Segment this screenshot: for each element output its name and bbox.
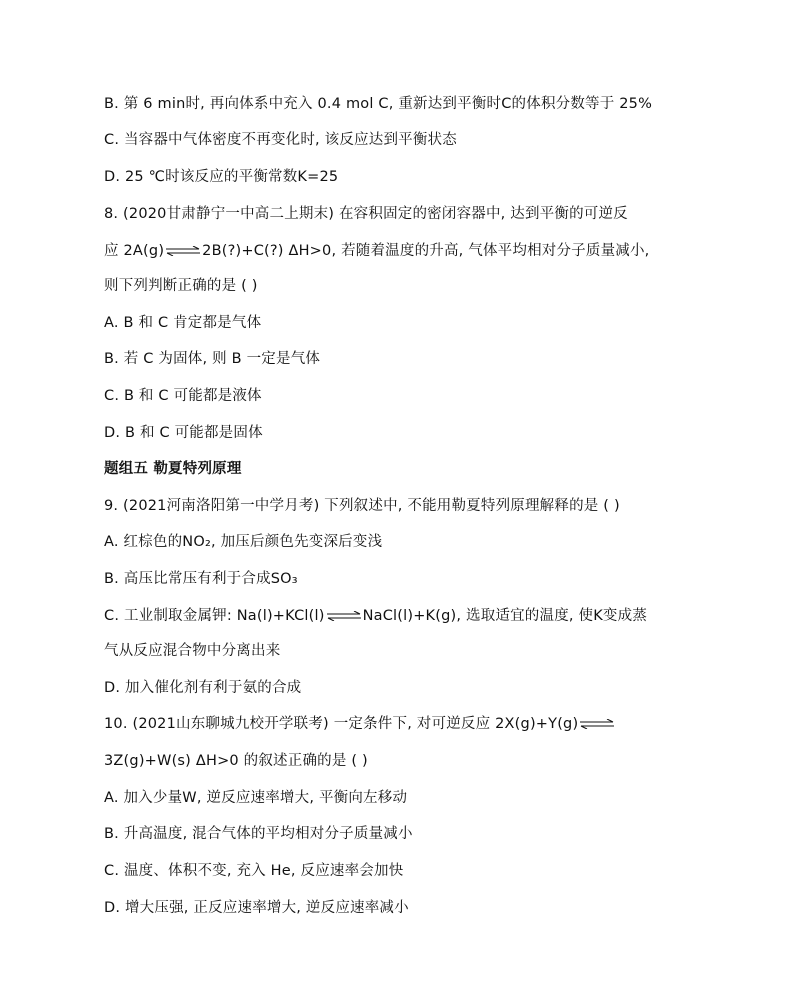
section-heading: 题组五 勒夏特列原理 xyxy=(104,461,242,477)
q8-option-d: D. B 和 C 可能都是固体 xyxy=(104,425,263,441)
q9-option-b: B. 高压比常压有利于合成SO₃ xyxy=(104,571,298,587)
equilibrium-arrow-icon xyxy=(579,719,615,729)
q8-option-a: A. B 和 C 肯定都是气体 xyxy=(104,315,262,331)
q9-option-c-line-1 xyxy=(104,606,704,626)
q9-option-d: D. 加入催化剂有利于氨的合成 xyxy=(104,680,302,696)
equilibrium-arrow-icon xyxy=(326,611,362,621)
q8-stem-line-3: 则下列判断正确的是 ( ) xyxy=(104,278,258,294)
q7-option-d: D. 25 ℃时该反应的平衡常数K=25 xyxy=(104,169,339,185)
q8-reaction-right: 2B(?)+C(?) ΔH>0, 若随着温度的升高, 气体平均相对分子质量减小, xyxy=(202,243,650,259)
q9-stem: 9. (2021河南洛阳第一中学月考) 下列叙述中, 不能用勒夏特列原理解释的是 ( ) xyxy=(104,498,620,514)
q10-option-d: D. 增大压强, 正反应速率增大, 逆反应速率减小 xyxy=(104,900,409,916)
q9-reaction-left: C. 工业制取金属钾: Na(l)+KCl(l) xyxy=(104,608,325,624)
q10-option-c: C. 温度、体积不变, 充入 He, 反应速率会加快 xyxy=(104,863,404,879)
q10-stem-line-2: 3Z(g)+W(s) ΔH>0 的叙述正确的是 ( ) xyxy=(104,753,368,769)
q8-stem-line-1: 8. (2020甘肃静宁一中高二上期末) 在容积固定的密闭容器中, 达到平衡的可逆反 xyxy=(104,206,628,222)
q8-option-c: C. B 和 C 可能都是液体 xyxy=(104,388,262,404)
q9-reaction-right: NaCl(l)+K(g), 选取适宜的温度, 使K变成蒸 xyxy=(362,608,648,624)
q7-option-b: B. 第 6 min时, 再向体系中充入 0.4 mol C, 重新达到平衡时C的体积分数等于 25% xyxy=(104,96,653,112)
q8-stem-line-2 xyxy=(104,241,704,261)
equilibrium-arrow-icon xyxy=(165,246,201,256)
q10-stem-line-1 xyxy=(104,714,704,734)
q8-option-b: B. 若 C 为固体, 则 B 一定是气体 xyxy=(104,351,321,367)
q7-option-c: C. 当容器中气体密度不再变化时, 该反应达到平衡状态 xyxy=(104,132,457,148)
q8-reaction-left: 应 2A(g) xyxy=(104,243,165,259)
q9-option-a: A. 红棕色的NO₂, 加压后颜色先变深后变浅 xyxy=(104,534,383,550)
q9-option-c-line-2: 气从反应混合物中分离出来 xyxy=(104,643,281,659)
q10-option-b: B. 升高温度, 混合气体的平均相对分子质量减小 xyxy=(104,826,413,842)
q10-reaction-left: 10. (2021山东聊城九校开学联考) 一定条件下, 对可逆反应 2X(g)+Y(g) xyxy=(104,716,579,732)
q10-option-a: A. 加入少量W, 逆反应速率增大, 平衡向左移动 xyxy=(104,790,408,806)
